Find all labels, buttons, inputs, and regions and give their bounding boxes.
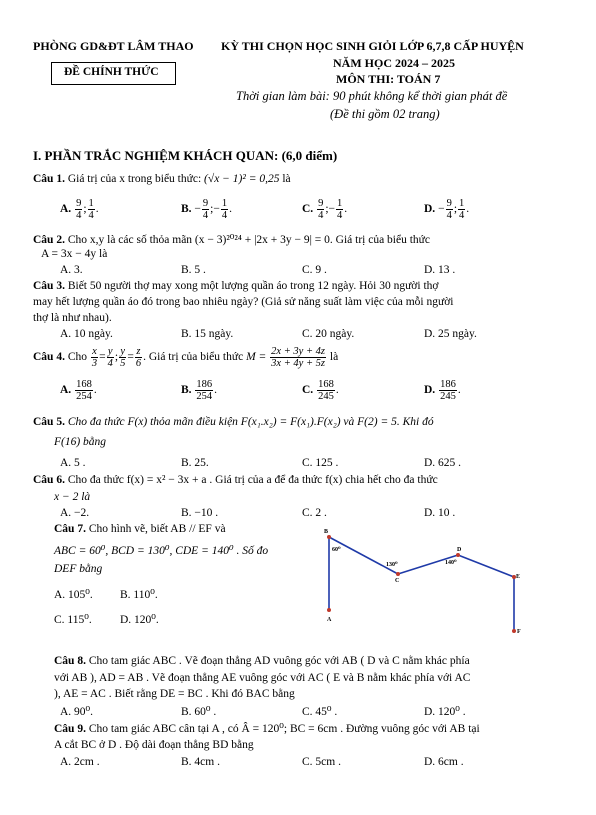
point-f (512, 629, 516, 633)
q8-option-c[interactable]: C. 45⁰ . (302, 706, 338, 718)
question-6: Câu 6. Cho đa thức f(x) = x² − 3x + a . Giá trị của a để đa thức f(x) chia hết cho đa thức (33, 474, 438, 486)
q6-option-a[interactable]: A. −2. (60, 507, 90, 519)
q9-option-c[interactable]: C. 5cm . (302, 756, 341, 768)
q1-option-b[interactable]: B. − $\frac{9}{4}$ ;− $\frac{1}{4}$ . (181, 198, 232, 221)
angle-140: 140⁰ (445, 560, 457, 566)
q4-option-c[interactable]: C. $\frac{168}{245}$ . (302, 379, 339, 402)
q1-text: Giá trị của x trong biểu thức: (67, 173, 202, 185)
q7-line-2: ABC = 60⁰, BCD = 130⁰, CDE = 140⁰ . Số đo (54, 545, 269, 557)
q2-option-d[interactable]: D. 13 . (424, 264, 456, 276)
segment-de (458, 555, 514, 577)
time-note: Thời gian làm bài: 90 phút không kể thời gian phát đề (236, 89, 508, 103)
q9-option-d[interactable]: D. 6cm . (424, 756, 464, 768)
q8-option-a[interactable]: A. 90⁰. (60, 706, 94, 718)
question-7: Câu 7. Cho hình vẽ, biết AB // EF và (54, 523, 226, 535)
q6-line-2: x − 2 là (54, 491, 91, 503)
label-c: C (395, 578, 400, 584)
q2-option-b[interactable]: B. 5 . (181, 264, 206, 276)
q7-figure (318, 525, 538, 640)
q1-option-a[interactable]: A. $\frac{9}{4}$ ; $\frac{1}{4}$ . (60, 198, 99, 221)
q5-line-2: F(16) bằng (54, 436, 107, 448)
q2-text-2: A = 3x − 4y là (41, 248, 108, 260)
point-d (456, 553, 460, 557)
q1-expression: (√x − 1)² = 0,25 (204, 173, 280, 185)
question-2: Câu 2. Cho x,y là các số thỏa mãn (x − 3)²⁰²⁴ + |2x + 3y − 9| = 0. Giá trị của biểu thức (33, 234, 431, 246)
q8-line-3: ), AE = AC . Biết rằng DE = BC . Khi đó BAC bằng (54, 688, 295, 700)
q1-option-c[interactable]: C. $\frac{9}{4}$ ;− $\frac{1}{4}$ . (302, 198, 348, 221)
q1-tail: là (282, 173, 291, 185)
q7-option-d[interactable]: D. 120⁰. (120, 614, 159, 626)
label-d: D (457, 547, 462, 553)
subject: MÔN THI: TOÁN 7 (336, 72, 441, 86)
q2-option-c[interactable]: C. 9 . (302, 264, 327, 276)
segment-bc (329, 537, 398, 574)
q7-option-a[interactable]: A. 105⁰. (54, 589, 93, 601)
q3-option-d[interactable]: D. 25 ngày. (424, 328, 477, 340)
office-name: PHÒNG GD&ĐT LÂM THAO (33, 39, 194, 53)
section-title: I. PHẦN TRẮC NGHIỆM KHÁCH QUAN: (6,0 điểm) (33, 148, 338, 163)
q2-option-a[interactable]: A. 3. (60, 264, 83, 276)
q8-option-d[interactable]: D. 120⁰ . (424, 706, 466, 718)
angle-60: 60⁰ (332, 547, 341, 553)
q4-option-a[interactable]: A. $\frac{168}{254}$ . (60, 379, 97, 402)
q5-option-d[interactable]: D. 625 . (424, 457, 462, 469)
question-4: Câu 4. Cho $\frac{x}{3}$ = $\frac{y}{4}$ ; $\frac{y}{5}$ = $\frac{z}{6}$ . Giá trị của biểu thức M = $\frac{2x + 3y + 4z}{3x + 4y + 5z}$ là (33, 346, 339, 369)
q3-line-3: thợ là như nhau). (33, 312, 112, 324)
q7-line-3: DEF bằng (54, 563, 103, 575)
page-count: (Đề thi gồm 02 trang) (330, 107, 440, 121)
q7-option-b[interactable]: B. 110⁰. (120, 589, 158, 601)
question-8: Câu 8. Cho tam giác ABC . Vẽ đoạn thẳng AD vuông góc với AB ( D và C nằm khác phía (54, 655, 470, 667)
question-5: Câu 5. Cho đa thức F(x) thỏa mãn điều kiện F(x₁.x₂) = F(x₁).F(x₂) và F(2) = 5. Khi đó (33, 416, 434, 428)
official-label: ĐỀ CHÍNH THỨC (64, 66, 159, 78)
school-year: NĂM HỌC 2024 – 2025 (333, 56, 455, 70)
q6-option-d[interactable]: D. 10 . (424, 507, 456, 519)
q4-option-b[interactable]: B. $\frac{186}{254}$ . (181, 379, 218, 402)
q4-option-d[interactable]: D. $\frac{186}{245}$ . (424, 379, 461, 402)
q3-option-b[interactable]: B. 15 ngày. (181, 328, 234, 340)
q9-option-a[interactable]: A. 2cm . (60, 756, 100, 768)
angle-130: 130⁰ (386, 562, 398, 568)
q1-label: Câu 1. (33, 173, 65, 185)
q3-line-2: may hết lượng quần áo đó trong bao nhiêu ngày? (Giả sử năng suất làm việc của mỗi người (33, 296, 454, 308)
label-b: B (324, 529, 329, 535)
q3-option-a[interactable]: A. 10 ngày. (60, 328, 113, 340)
q5-option-c[interactable]: C. 125 . (302, 457, 339, 469)
label-e: E (516, 574, 521, 580)
q6-option-c[interactable]: C. 2 . (302, 507, 327, 519)
point-c (396, 572, 400, 576)
q5-option-b[interactable]: B. 25. (181, 457, 209, 469)
q7-option-c[interactable]: C. 115⁰. (54, 614, 92, 626)
q3-option-c[interactable]: C. 20 ngày. (302, 328, 355, 340)
q9-option-b[interactable]: B. 4cm . (181, 756, 220, 768)
q9-line-2: A cắt BC ở D . Độ dài đoạn thẳng BD bằng (54, 739, 254, 751)
q8-option-b[interactable]: B. 60⁰ . (181, 706, 217, 718)
point-b (327, 535, 331, 539)
point-a (327, 608, 331, 612)
question-9: Câu 9. Cho tam giác ABC cân tại A , có Â = 120⁰; BC = 6cm . Đường vuông góc với AB tại (54, 723, 480, 735)
question-1 (33, 173, 291, 185)
q5-option-a[interactable]: A. 5 . (60, 457, 86, 469)
question-3: Câu 3. Biết 50 người thợ may xong một lượng quần áo trong 12 ngày. Hỏi 30 người thợ (33, 280, 439, 292)
q6-option-b[interactable]: B. −10 . (181, 507, 219, 519)
exam-title: KỲ THI CHỌN HỌC SINH GIỎI LỚP 6,7,8 CẤP HUYỆN (221, 39, 524, 53)
label-a: A (327, 617, 332, 623)
q1-option-d[interactable]: D. − $\frac{9}{4}$ ; $\frac{1}{4}$ . (424, 198, 470, 221)
q8-line-2: với AB ), AD = AB . Vẽ đoạn thẳng AE vuông góc với AC ( E và B nằm khác phía với AC (54, 672, 471, 684)
label-f: F (517, 629, 521, 635)
